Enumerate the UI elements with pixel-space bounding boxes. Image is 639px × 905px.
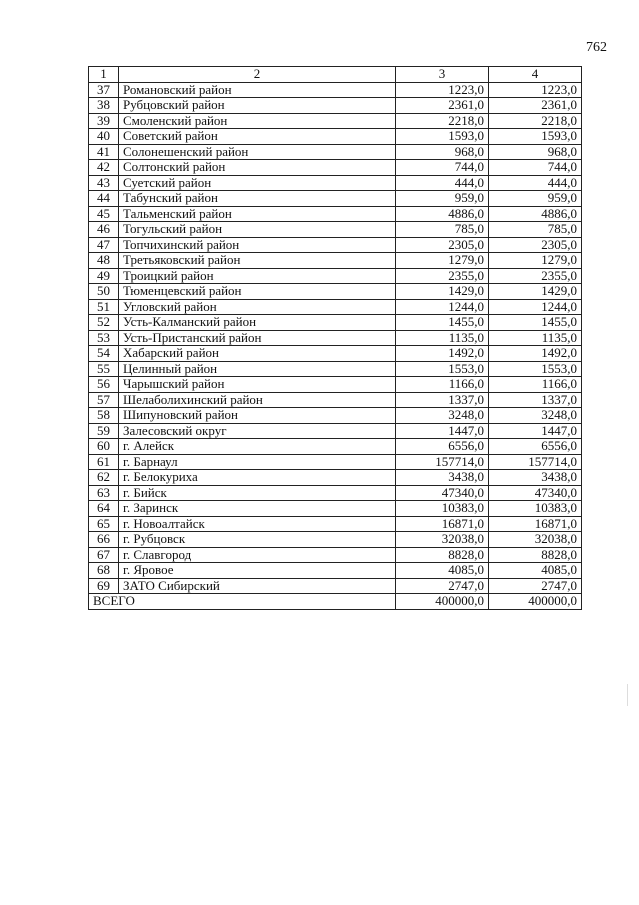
row-name: г. Новоалтайск [119, 516, 396, 532]
row-name: Рубцовский район [119, 98, 396, 114]
row-name: Шелаболихинский район [119, 392, 396, 408]
row-value-4: 1455,0 [489, 315, 582, 331]
row-number: 39 [89, 113, 119, 129]
row-name: Тогульский район [119, 222, 396, 238]
header-cell-3: 3 [396, 67, 489, 83]
row-value-4: 785,0 [489, 222, 582, 238]
row-value-3: 2747,0 [396, 578, 489, 594]
table-row [89, 253, 582, 269]
total-row [89, 594, 582, 610]
row-value-3: 2355,0 [396, 268, 489, 284]
row-value-3: 16871,0 [396, 516, 489, 532]
row-number: 52 [89, 315, 119, 331]
row-value-3: 959,0 [396, 191, 489, 207]
row-value-4: 157714,0 [489, 454, 582, 470]
table-row [89, 578, 582, 594]
table-row [89, 82, 582, 98]
row-name: Третьяковский район [119, 253, 396, 269]
table-row [89, 532, 582, 548]
row-name: Залесовский округ [119, 423, 396, 439]
scan-mark [627, 684, 628, 706]
row-value-3: 1135,0 [396, 330, 489, 346]
table-row [89, 129, 582, 145]
row-number: 45 [89, 206, 119, 222]
row-name: г. Алейск [119, 439, 396, 455]
row-name: Тюменцевский район [119, 284, 396, 300]
table-row [89, 237, 582, 253]
row-value-3: 1553,0 [396, 361, 489, 377]
row-number: 46 [89, 222, 119, 238]
table-row [89, 299, 582, 315]
row-value-3: 157714,0 [396, 454, 489, 470]
table-row [89, 191, 582, 207]
header-row [89, 67, 582, 83]
data-table [88, 66, 582, 610]
row-value-3: 1166,0 [396, 377, 489, 393]
row-name: г. Барнаул [119, 454, 396, 470]
row-number: 40 [89, 129, 119, 145]
row-name: г. Рубцовск [119, 532, 396, 548]
row-name: Советский район [119, 129, 396, 145]
row-number: 54 [89, 346, 119, 362]
row-value-3: 10383,0 [396, 501, 489, 517]
row-number: 53 [89, 330, 119, 346]
row-number: 58 [89, 408, 119, 424]
header-cell-1: 1 [89, 67, 119, 83]
row-value-4: 2747,0 [489, 578, 582, 594]
row-value-4: 1244,0 [489, 299, 582, 315]
row-name: г. Белокуриха [119, 470, 396, 486]
table-row [89, 361, 582, 377]
row-name: Топчихинский район [119, 237, 396, 253]
table-row [89, 113, 582, 129]
table-row [89, 175, 582, 191]
row-value-4: 1429,0 [489, 284, 582, 300]
row-value-4: 4085,0 [489, 563, 582, 579]
row-value-3: 1455,0 [396, 315, 489, 331]
row-value-4: 1553,0 [489, 361, 582, 377]
table-row [89, 423, 582, 439]
row-name: Солонешенский район [119, 144, 396, 160]
table-row [89, 377, 582, 393]
row-number: 43 [89, 175, 119, 191]
table-row [89, 547, 582, 563]
row-value-3: 1244,0 [396, 299, 489, 315]
row-name: Шипуновский район [119, 408, 396, 424]
row-value-3: 1337,0 [396, 392, 489, 408]
row-name: Усть-Пристанский район [119, 330, 396, 346]
header-cell-4: 4 [489, 67, 582, 83]
row-number: 57 [89, 392, 119, 408]
row-value-4: 1447,0 [489, 423, 582, 439]
row-value-3: 2361,0 [396, 98, 489, 114]
table-row [89, 330, 582, 346]
table-row [89, 222, 582, 238]
row-value-3: 6556,0 [396, 439, 489, 455]
row-name: Тальменский район [119, 206, 396, 222]
row-value-4: 444,0 [489, 175, 582, 191]
row-value-4: 1593,0 [489, 129, 582, 145]
row-number: 47 [89, 237, 119, 253]
row-value-3: 4886,0 [396, 206, 489, 222]
row-value-4: 2355,0 [489, 268, 582, 284]
row-value-4: 8828,0 [489, 547, 582, 563]
row-value-4: 1223,0 [489, 82, 582, 98]
row-value-4: 2305,0 [489, 237, 582, 253]
row-number: 48 [89, 253, 119, 269]
row-value-3: 1447,0 [396, 423, 489, 439]
table-row [89, 454, 582, 470]
row-value-4: 2361,0 [489, 98, 582, 114]
row-number: 51 [89, 299, 119, 315]
row-value-3: 8828,0 [396, 547, 489, 563]
row-value-4: 6556,0 [489, 439, 582, 455]
row-number: 64 [89, 501, 119, 517]
row-value-3: 1279,0 [396, 253, 489, 269]
row-value-4: 2218,0 [489, 113, 582, 129]
row-value-4: 1492,0 [489, 346, 582, 362]
row-value-3: 444,0 [396, 175, 489, 191]
row-name: Солтонский район [119, 160, 396, 176]
row-number: 50 [89, 284, 119, 300]
row-value-3: 3248,0 [396, 408, 489, 424]
row-value-3: 1593,0 [396, 129, 489, 145]
row-value-3: 1492,0 [396, 346, 489, 362]
row-number: 44 [89, 191, 119, 207]
row-number: 63 [89, 485, 119, 501]
table-row [89, 160, 582, 176]
row-name: Троицкий район [119, 268, 396, 284]
row-value-3: 3438,0 [396, 470, 489, 486]
row-value-3: 32038,0 [396, 532, 489, 548]
row-name: Табунский район [119, 191, 396, 207]
table-row [89, 516, 582, 532]
row-name: Смоленский район [119, 113, 396, 129]
row-value-3: 4085,0 [396, 563, 489, 579]
row-number: 68 [89, 563, 119, 579]
total-label: ВСЕГО [89, 594, 396, 610]
table-row [89, 206, 582, 222]
row-name: ЗАТО Сибирский [119, 578, 396, 594]
table-row [89, 284, 582, 300]
row-value-3: 1223,0 [396, 82, 489, 98]
row-name: г. Славгород [119, 547, 396, 563]
row-name: Романовский район [119, 82, 396, 98]
table-row [89, 392, 582, 408]
header-cell-2: 2 [119, 67, 396, 83]
row-value-4: 4886,0 [489, 206, 582, 222]
row-value-3: 785,0 [396, 222, 489, 238]
row-value-4: 1135,0 [489, 330, 582, 346]
row-value-3: 968,0 [396, 144, 489, 160]
row-name: г. Заринск [119, 501, 396, 517]
row-value-3: 744,0 [396, 160, 489, 176]
row-number: 49 [89, 268, 119, 284]
row-value-4: 32038,0 [489, 532, 582, 548]
table-row [89, 439, 582, 455]
row-value-3: 2305,0 [396, 237, 489, 253]
row-number: 60 [89, 439, 119, 455]
row-number: 59 [89, 423, 119, 439]
row-name: Чарышский район [119, 377, 396, 393]
row-number: 41 [89, 144, 119, 160]
table-row [89, 346, 582, 362]
row-name: г. Яровое [119, 563, 396, 579]
page-number: 762 [586, 40, 607, 55]
row-name: г. Бийск [119, 485, 396, 501]
row-value-4: 3438,0 [489, 470, 582, 486]
row-value-4: 47340,0 [489, 485, 582, 501]
row-value-3: 47340,0 [396, 485, 489, 501]
table-row [89, 485, 582, 501]
row-value-4: 1166,0 [489, 377, 582, 393]
table-row [89, 98, 582, 114]
row-name: Угловский район [119, 299, 396, 315]
row-number: 42 [89, 160, 119, 176]
row-number: 69 [89, 578, 119, 594]
row-value-4: 959,0 [489, 191, 582, 207]
table-row [89, 470, 582, 486]
row-number: 37 [89, 82, 119, 98]
total-value-col4: 400000,0 [489, 594, 582, 610]
table-row [89, 408, 582, 424]
row-value-4: 16871,0 [489, 516, 582, 532]
table-row [89, 144, 582, 160]
row-name: Суетский район [119, 175, 396, 191]
row-name: Целинный район [119, 361, 396, 377]
row-number: 65 [89, 516, 119, 532]
row-value-4: 10383,0 [489, 501, 582, 517]
table-row [89, 268, 582, 284]
row-number: 61 [89, 454, 119, 470]
row-number: 62 [89, 470, 119, 486]
row-value-4: 1279,0 [489, 253, 582, 269]
row-number: 67 [89, 547, 119, 563]
row-number: 38 [89, 98, 119, 114]
row-value-4: 3248,0 [489, 408, 582, 424]
row-value-3: 2218,0 [396, 113, 489, 129]
total-value-col3: 400000,0 [396, 594, 489, 610]
row-number: 56 [89, 377, 119, 393]
row-number: 66 [89, 532, 119, 548]
row-value-4: 744,0 [489, 160, 582, 176]
row-value-4: 968,0 [489, 144, 582, 160]
row-value-3: 1429,0 [396, 284, 489, 300]
row-name: Усть-Калманский район [119, 315, 396, 331]
table-row [89, 315, 582, 331]
table-row [89, 563, 582, 579]
table-body [89, 67, 582, 610]
row-number: 55 [89, 361, 119, 377]
row-name: Хабарский район [119, 346, 396, 362]
row-value-4: 1337,0 [489, 392, 582, 408]
table-row [89, 501, 582, 517]
